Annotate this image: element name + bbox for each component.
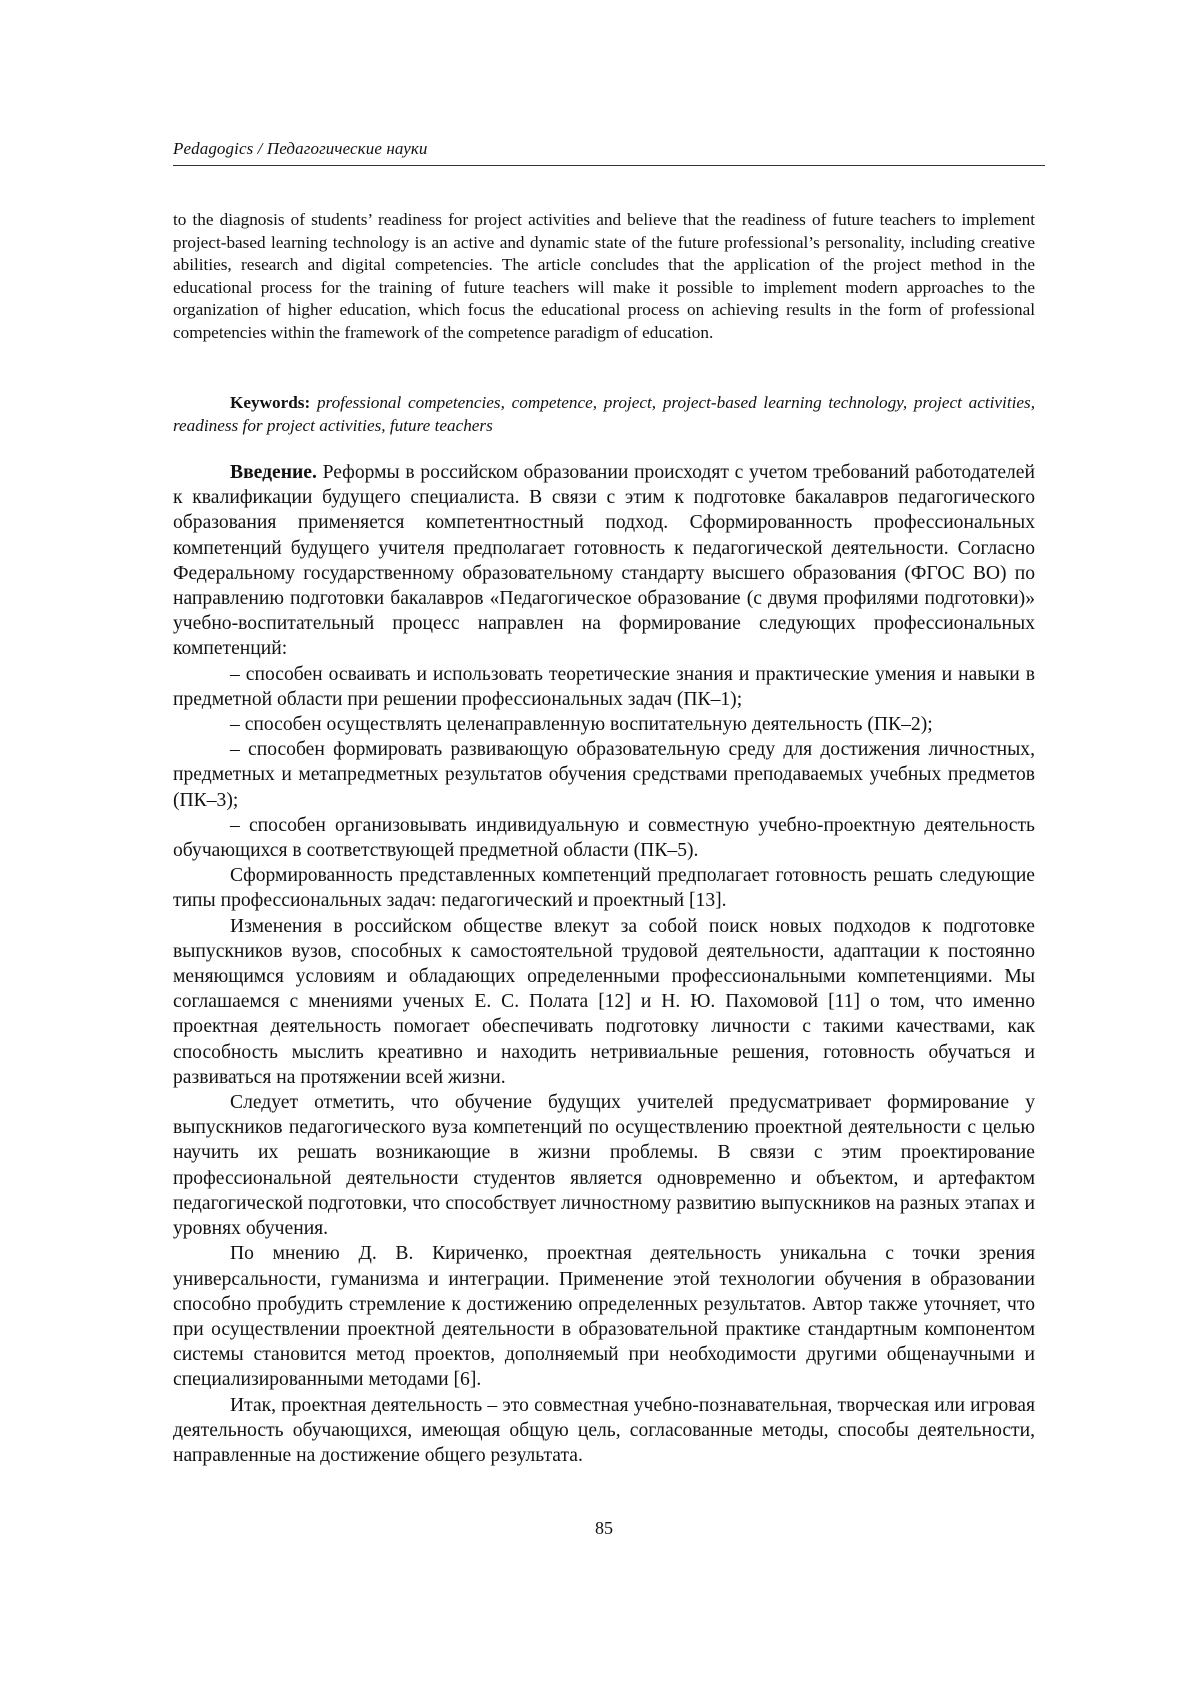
paragraph: По мнению Д. В. Кириченко, проектная деятельность уникальна с точки зрения универсальности, гуманизма и интеграции. Применение этой технологии обучения в образовании способно пробудить стремление к достижению определенных результатов. Автор также уточняет, что при осуществлении проектной деятельности в образовательной практике стандартным компонентом системы становится метод проектов, дополняемый при необходимости другими общенаучными и специализированными методами [6]. xyxy=(173,1243,1035,1391)
competency-item-pk1: – способен осваивать и использовать теоретические знания и практические умения и навыки в предметной области при решении профессиональных задач (ПК–1); xyxy=(173,663,1035,710)
abstract-continuation: to the diagnosis of students’ readiness for project activities and believe that the readiness of future teachers to implement project-based learning technology is an active and dynamic state of the future professional’s personality, including creative abilities, research and digital competencies. The article concludes that the application of the project method in the educational process for the training of future teachers will make it possible to implement modern approaches to the organization of higher education, which focus the educational process on achieving results in the form of professional competencies within the framework of the competence paradigm of education. xyxy=(173,210,1035,342)
introduction-text: Реформы в российском образовании происходят с учетом требований работодателей к квалификации будущего специалиста. В связи с этим к подготовке бакалавров педагогического образования применяется компетентностный подход. Сформированность профессиональных компетенций будущего учителя предполагает готовность к педагогической деятельности. Согласно Федеральному государственному образовательному стандарту высшего образования (ФГОС ВО) по направлению подготовки бакалавров «Педагогическое образование (с двумя профилями подготовки)» учебно-воспитательный процесс направлен на формирование следующих профессиональных компетенций: xyxy=(173,462,1035,660)
competency-item-pk3: – способен формировать развивающую образовательную среду для достижения личностных, предметных и метапредметных результатов обучения средствами преподаваемых учебных предметов (ПК–3); xyxy=(173,739,1035,811)
page-number: 85 xyxy=(595,1518,613,1538)
paragraph: Сформированность представленных компетенций предполагает готовность решать следующие типы профессиональных задач: педагогический и проектный [13]. xyxy=(173,865,1035,912)
keywords-label: Keywords: xyxy=(230,393,311,412)
header-rule xyxy=(173,165,1045,166)
introduction-heading: Введение. xyxy=(230,462,317,483)
article-body xyxy=(173,460,1035,1468)
running-header: Pedagogics / Педагогические науки xyxy=(173,139,428,158)
keywords-list: professional competencies, competence, project, project-based learning technology, project activities, readiness for project activities, future teachers xyxy=(173,393,1035,435)
keywords xyxy=(173,392,1035,437)
paragraph: Следует отметить, что обучение будущих учителей предусматривает формирование у выпускников педагогического вуза компетенций по осуществлению проектной деятельности с целью научить их решать возникающие в жизни проблемы. В связи с этим проектирование профессиональной деятельности студентов является одновременно и объектом, и артефактом педагогической подготовки, что способствует личностному развитию выпускников на разных этапах и уровнях обучения. xyxy=(173,1092,1035,1240)
competency-item-pk5: – способен организовывать индивидуальную и совместную учебно-проектную деятельность обучающихся в соответствующей предметной области (ПК–5). xyxy=(173,814,1035,862)
paragraph: Итак, проектная деятельность – это совместная учебно-познавательная, творческая или игровая деятельность обучающихся, имеющая общую цель, согласованные методы, способы деятельности, направленные на достижение общего результата. xyxy=(173,1394,1035,1466)
paragraph: Изменения в российском обществе влекут за собой поиск новых подходов к подготовке выпускников вузов, способных к самостоятельной трудовой деятельности, адаптации к постоянно меняющимся условиям и обладающих определенными профессиональными компетенциями. Мы соглашаемся с мнениями ученых Е. С. Полата [12] и Н. Ю. Пахомовой [11] о том, что именно проектная деятельность помогает обеспечивать подготовку личности с такими качествами, как способность мыслить креативно и находить нетривиальные решения, готовность обучаться и развиваться на протяжении всей жизни. xyxy=(173,915,1035,1088)
paragraph-introduction xyxy=(173,460,1035,662)
competency-item-pk2: – способен осуществлять целенаправленную воспитательную деятельность (ПК–2); xyxy=(230,714,933,736)
